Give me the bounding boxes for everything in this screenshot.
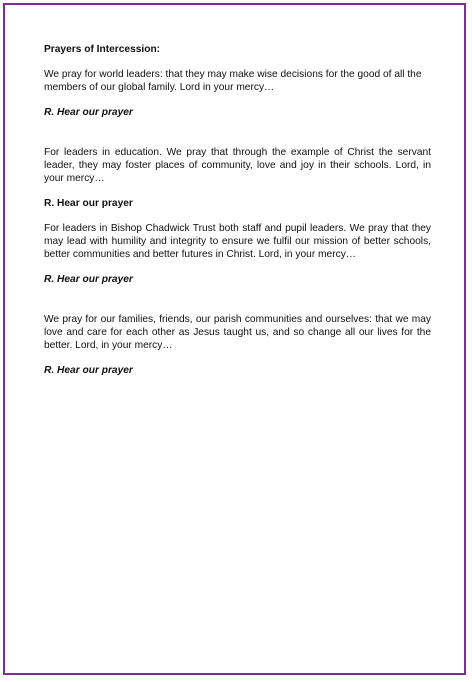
intercession-paragraph-2: For leaders in education. We pray that through the example of Christ the servant leader, they may foster places of community, love and joy in their schools. Lord, in your mercy… — [44, 147, 431, 184]
response-1: R. Hear our prayer — [44, 107, 133, 118]
intercession-paragraph-1: We pray for world leaders: that they may make wise decisions for the good of all the members of our global family. Lord in your mercy… — [44, 69, 422, 93]
intercession-paragraph-3: For leaders in Bishop Chadwick Trust both staff and pupil leaders. We pray that they may lead with humility and integrity to ensure we fulfil our mission of better schools, better communities and better futures in Christ. Lord, in your mercy… — [44, 223, 431, 260]
response-2: R. Hear our prayer — [44, 198, 133, 209]
intercession-paragraph-4: We pray for our families, friends, our parish communities and ourselves: that we may love and care for each other as Jesus taught us, and so change all our lives for the better. Lord, in your mercy… — [44, 314, 431, 351]
document-body — [44, 43, 431, 377]
response-3: R. Hear our prayer — [44, 274, 133, 285]
document-title: Prayers of Intercession: — [44, 44, 161, 55]
response-4: R. Hear our prayer — [44, 365, 133, 376]
